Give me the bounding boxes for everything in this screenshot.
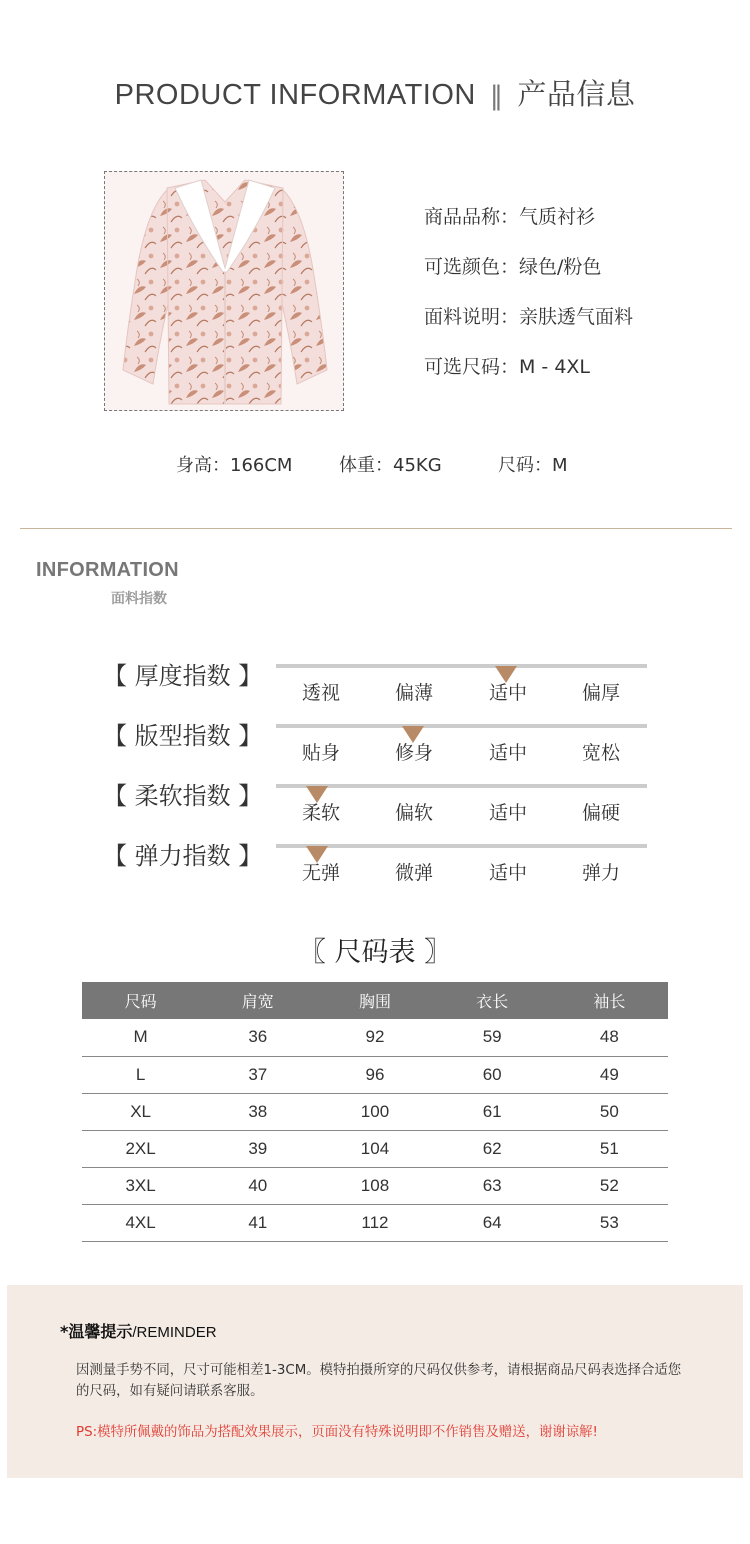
table-cell: 41 [199,1204,316,1241]
attr-name: 商品品称：气质衬衫 [424,206,596,228]
index-label: 【 柔软指数 】 [103,782,263,810]
table-cell: 59 [434,1019,551,1056]
size-table-title: 〖 尺码表 〗 [298,937,452,968]
index-label: 【 厚度指数 】 [103,662,263,690]
index-option: 透视 [301,682,340,704]
size-table [82,982,668,1242]
header-title-en: PRODUCT INFORMATION [114,79,476,111]
table-cell: 64 [434,1204,551,1241]
index-fit [0,716,750,776]
table-cell: 49 [551,1056,668,1093]
model-size: 尺码：M [498,455,568,476]
index-option: 无弹 [301,862,340,884]
reminder-title [60,1319,217,1342]
table-cell: 39 [199,1130,316,1167]
index-option: 偏硬 [581,802,620,824]
table-cell: 63 [434,1167,551,1204]
blouse-illustration [105,172,344,411]
product-attributes [424,203,633,403]
table-row [82,1204,668,1241]
header-title-cn: 产品信息 [517,77,636,111]
info-title-cn: 面料指数 [111,591,167,607]
table-cell: 100 [316,1093,433,1130]
index-option: 适中 [488,862,527,884]
table-cell: 104 [316,1130,433,1167]
model-weight: 体重：45KG [339,455,442,476]
index-bar [276,724,647,728]
table-cell: 53 [551,1204,668,1241]
table-row [82,1056,668,1093]
index-option: 微弹 [394,862,433,884]
page-header [0,72,750,113]
index-option: 贴身 [301,742,340,764]
table-cell: 37 [199,1056,316,1093]
table-cell: 108 [316,1167,433,1204]
index-option: 适中 [488,802,527,824]
index-label: 【 版型指数 】 [103,722,263,750]
model-height: 身高：166CM [176,455,293,476]
size-table-header [82,982,668,1019]
reminder-title-cn: *温馨提示 [60,1322,133,1341]
header-cell: 袖长 [551,982,668,1019]
table-row [82,1130,668,1167]
table-cell: 60 [434,1056,551,1093]
table-cell: 51 [551,1130,668,1167]
model-info [0,451,750,479]
table-cell: 48 [551,1019,668,1056]
section-divider [20,528,732,529]
attr-fabric: 面料说明：亲肤透气面料 [424,306,634,328]
reminder-title-en: /REMINDER [132,1324,217,1341]
table-row [82,1167,668,1204]
header-cell: 胸围 [316,982,433,1019]
table-cell: XL [82,1093,199,1130]
table-cell: 112 [316,1204,433,1241]
table-cell: 4XL [82,1204,199,1241]
info-title-en: INFORMATION [36,559,179,581]
table-cell: 36 [199,1019,316,1056]
index-option: 偏软 [394,802,433,824]
index-bar [276,664,647,668]
index-option: 适中 [488,742,527,764]
attr-sizes: 可选尺码：M - 4XL [424,356,591,378]
index-bar [276,844,647,848]
table-cell: L [82,1056,199,1093]
index-bar [276,784,647,788]
table-cell: 52 [551,1167,668,1204]
index-label: 【 弹力指数 】 [103,842,263,870]
index-thickness [0,656,750,716]
header-cell: 衣长 [434,982,551,1019]
table-cell: 38 [199,1093,316,1130]
index-option: 偏薄 [394,682,433,704]
index-option: 偏厚 [581,682,620,704]
table-cell: 3XL [82,1167,199,1204]
index-option: 适中 [488,682,527,704]
table-cell: 92 [316,1019,433,1056]
table-row [82,1093,668,1130]
table-cell: M [82,1019,199,1056]
index-option: 宽松 [581,742,620,764]
index-softness [0,776,750,836]
table-cell: 62 [434,1130,551,1167]
reminder-ps: PS:模特所佩戴的饰品为搭配效果展示，页面没有特殊说明即不作销售及赠送，谢谢谅解! [76,1425,598,1440]
reminder-body: 因测量手势不同，尺寸可能相差1-3CM。模特拍摄所穿的尺码仅供参考，请根据商品尺码表选择合适您的尺码，如有疑问请联系客服。 [76,1363,682,1399]
table-cell: 40 [199,1167,316,1204]
index-option: 修身 [394,742,433,764]
header-cell: 肩宽 [199,982,316,1019]
index-option: 弹力 [581,862,620,884]
table-cell: 50 [551,1093,668,1130]
reminder-box [7,1285,743,1478]
table-cell: 61 [434,1093,551,1130]
product-photo [104,171,344,411]
table-cell: 96 [316,1056,433,1093]
header-cell: 尺码 [82,982,199,1019]
index-option: 柔软 [301,802,340,824]
table-cell: 2XL [82,1130,199,1167]
index-elasticity [0,836,750,896]
header-separator: ‖ [489,81,504,111]
table-row [82,1019,668,1056]
attr-colors: 可选颜色：绿色/粉色 [424,256,602,278]
